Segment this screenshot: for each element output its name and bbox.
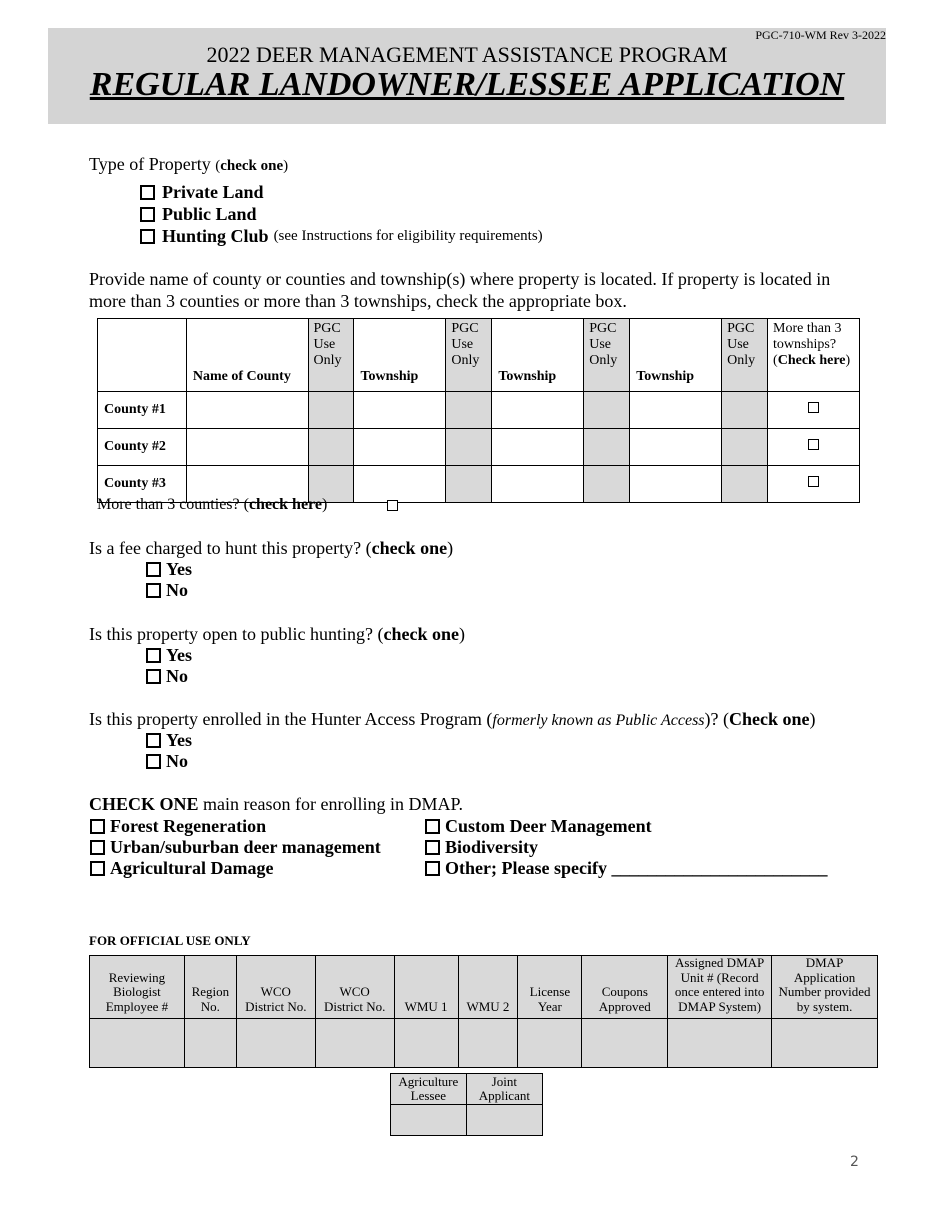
other-option[interactable]: Other; Please specify ________________________ — [425, 858, 827, 879]
urban-suburban-checkbox[interactable] — [90, 840, 105, 855]
more-townships-checkbox[interactable] — [808, 439, 819, 450]
form-code: PGC-710-WM Rev 3-2022 — [755, 28, 886, 42]
pgc-use-field — [308, 429, 354, 466]
more-counties-checkbox[interactable] — [387, 500, 398, 511]
hunting-club-checkbox[interactable] — [140, 229, 155, 244]
custom-deer-management-option[interactable]: Custom Deer Management — [425, 816, 652, 837]
township-field[interactable] — [354, 429, 446, 466]
reason-heading: CHECK ONE main reason for enrolling in DMAP. — [89, 794, 463, 814]
township-field[interactable] — [492, 466, 584, 503]
township-field[interactable] — [354, 466, 446, 503]
joint-applicant-cell — [466, 1105, 542, 1136]
township-field[interactable] — [630, 429, 722, 466]
township-field[interactable] — [630, 466, 722, 503]
county-table — [97, 318, 860, 503]
pgc-use-field — [584, 429, 630, 466]
agriculture-lessee-header: Agriculture Lessee — [391, 1074, 467, 1105]
pgc-use-field — [722, 429, 768, 466]
pgc-use-field — [308, 392, 354, 429]
county-instructions: Provide name of county or counties and township(s) where property is located. If property is located in more than 3 counties or more than 3 townships, check the appropriate box. — [89, 269, 831, 311]
pgc-use-only-header: PGC Use Only — [308, 319, 354, 392]
official-header-cell: WMU 1 — [394, 956, 458, 1019]
forest-regeneration-checkbox[interactable] — [90, 819, 105, 834]
official-header-cell: Region No. — [184, 956, 236, 1019]
official-header-cell: Assigned DMAP Unit # (Record once entered into DMAP System) — [668, 956, 772, 1019]
more-townships-cell — [768, 392, 860, 429]
agricultural-damage-option[interactable]: Agricultural Damage — [90, 858, 273, 879]
fee-yes-option[interactable]: Yes — [146, 559, 192, 580]
pgc-use-field — [584, 466, 630, 503]
application-title: REGULAR LANDOWNER/LESSEE APPLICATION — [89, 66, 845, 103]
township-field[interactable] — [630, 392, 722, 429]
fee-question: Is a fee charged to hunt this property? (check one) — [89, 538, 454, 558]
official-header-cell: License Year — [518, 956, 582, 1019]
pgc-use-only-header: PGC Use Only — [722, 319, 768, 392]
hunter-access-question: Is this property enrolled in the Hunter Access Program (formerly known as Public Access)? (Check one) — [89, 709, 816, 729]
hunter-access-no-option[interactable]: No — [146, 751, 188, 772]
more-townships-checkbox[interactable] — [808, 476, 819, 487]
official-value-cell — [582, 1019, 668, 1068]
more-townships-cell — [768, 466, 860, 503]
agricultural-damage-checkbox[interactable] — [90, 861, 105, 876]
page-number: 2 — [850, 1154, 859, 1170]
other-checkbox[interactable] — [425, 861, 440, 876]
township-field[interactable] — [492, 429, 584, 466]
official-header-cell: WCO District No. — [315, 956, 394, 1019]
official-value-cell — [668, 1019, 772, 1068]
official-value-cell — [184, 1019, 236, 1068]
official-value-cell — [315, 1019, 394, 1068]
pgc-use-field — [584, 392, 630, 429]
private-land-option[interactable]: Private Land — [140, 182, 264, 203]
private-land-checkbox[interactable] — [140, 185, 155, 200]
fee-no-checkbox[interactable] — [146, 583, 161, 598]
secondary-official-table — [390, 1073, 543, 1136]
more-than-3-townships-header: More than 3 townships? (Check here) — [768, 319, 860, 392]
biodiversity-option[interactable]: Biodiversity — [425, 837, 538, 858]
county-name-field[interactable] — [186, 429, 308, 466]
agriculture-lessee-cell — [391, 1105, 467, 1136]
official-value-cell — [236, 1019, 315, 1068]
official-header-cell: Reviewing Biologist Employee # — [90, 956, 185, 1019]
public-hunting-no-checkbox[interactable] — [146, 669, 161, 684]
public-hunting-question: Is this property open to public hunting? (check one) — [89, 624, 465, 644]
pgc-use-field — [722, 466, 768, 503]
public-hunting-yes-option[interactable]: Yes — [146, 645, 192, 666]
custom-deer-management-checkbox[interactable] — [425, 819, 440, 834]
official-value-cell — [458, 1019, 518, 1068]
hunter-access-yes-option[interactable]: Yes — [146, 730, 192, 751]
official-header-cell: Coupons Approved — [582, 956, 668, 1019]
official-header-cell: WCO District No. — [236, 956, 315, 1019]
fee-no-option[interactable]: No — [146, 580, 188, 601]
official-value-cell — [518, 1019, 582, 1068]
pgc-use-only-header: PGC Use Only — [584, 319, 630, 392]
township-header: Township — [492, 319, 584, 392]
official-value-cell — [772, 1019, 878, 1068]
public-hunting-no-option[interactable]: No — [146, 666, 188, 687]
joint-applicant-header: Joint Applicant — [466, 1074, 542, 1105]
urban-suburban-option[interactable]: Urban/suburban deer management — [90, 837, 381, 858]
biodiversity-checkbox[interactable] — [425, 840, 440, 855]
pgc-use-field — [446, 392, 492, 429]
pgc-use-only-header: PGC Use Only — [446, 319, 492, 392]
township-field[interactable] — [492, 392, 584, 429]
more-counties-label: More than 3 counties? (check here) — [97, 496, 328, 513]
public-land-option[interactable]: Public Land — [140, 204, 257, 225]
forest-regeneration-option[interactable]: Forest Regeneration — [90, 816, 266, 837]
township-header: Township — [630, 319, 722, 392]
pgc-use-field — [446, 429, 492, 466]
hunting-club-option[interactable]: Hunting Club (see Instructions for eligibility requirements) — [140, 226, 543, 247]
county-row-label: County #3 — [98, 466, 187, 503]
public-land-checkbox[interactable] — [140, 207, 155, 222]
official-use-table — [89, 955, 878, 1068]
hunter-access-no-checkbox[interactable] — [146, 754, 161, 769]
property-type-question: Type of Property (check one) — [89, 154, 289, 174]
pgc-use-field — [722, 392, 768, 429]
program-title: 2022 DEER MANAGEMENT ASSISTANCE PROGRAM — [206, 42, 728, 67]
county-row-label: County #1 — [98, 392, 187, 429]
public-hunting-yes-checkbox[interactable] — [146, 648, 161, 663]
township-header: Township — [354, 319, 446, 392]
fee-yes-checkbox[interactable] — [146, 562, 161, 577]
county-name-field[interactable] — [186, 392, 308, 429]
pgc-use-field — [446, 466, 492, 503]
more-townships-checkbox[interactable] — [808, 402, 819, 413]
hunter-access-yes-checkbox[interactable] — [146, 733, 161, 748]
official-header-cell: DMAP Application Number provided by system. — [772, 956, 878, 1019]
official-header-cell: WMU 2 — [458, 956, 518, 1019]
more-townships-cell — [768, 429, 860, 466]
blank-header-cell — [98, 319, 187, 392]
name-of-county-header: Name of County — [186, 319, 308, 392]
county-row-label: County #2 — [98, 429, 187, 466]
official-value-cell — [90, 1019, 185, 1068]
official-value-cell — [394, 1019, 458, 1068]
township-field[interactable] — [354, 392, 446, 429]
official-use-title: FOR OFFICIAL USE ONLY — [89, 933, 251, 948]
